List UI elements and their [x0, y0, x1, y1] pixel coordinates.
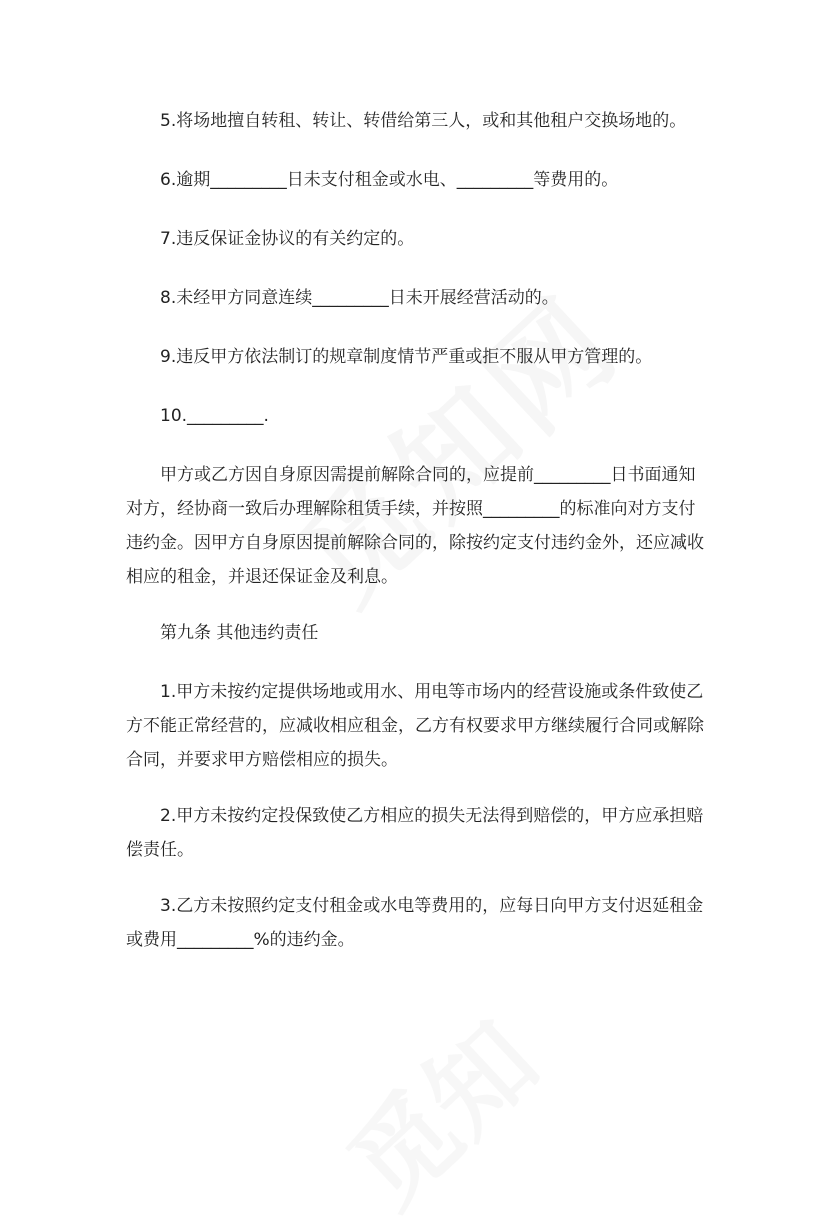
clause-5: 5.将场地擅自转租、转让、转借给第三人，或和其他租户交换场地的。 [160, 111, 687, 131]
clause-8: 8.未经甲方同意连续_________日未开展经营活动的。 [160, 288, 559, 308]
liability-clause-1: 1.甲方未按约定提供场地或用水、用电等市场内的经营设施或条件致使乙方不能正常经营的，应减收相应租金，乙方有权要求甲方继续履行合同或解除合同，并要求甲方赔偿相应的损失。 [126, 682, 704, 770]
clause-7: 7.违反保证金协议的有关约定的。 [160, 229, 415, 249]
clause-9: 9.违反甲方依法制订的规章制度情节严重或拒不服从甲方管理的。 [160, 347, 653, 367]
liability-clause-3: 3.乙方未按照约定支付租金或水电等费用的，应每日向甲方支付迟延租金或费用_________%的违约金。 [126, 896, 704, 950]
document-body [126, 104, 708, 957]
watermark-fragment [327, 951, 614, 1230]
clause-10: 10._________. [160, 406, 269, 426]
termination-paragraph: 甲方或乙方因自身原因需提前解除合同的，应提前_________日书面通知对方，经协商一致后办理解除租赁手续，并按照_________的标准向对方支付违约金。因甲方自身原因提前解除合同的，除按约定支付违约金外，还应减收相应的租金，并退还保证金及利息。 [126, 465, 704, 587]
liability-clause-2: 2.甲方未按约定投保致使乙方相应的损失无法得到赔偿的，甲方应承担赔偿责任。 [126, 806, 704, 860]
article-9-heading: 第九条 其他违约责任 [160, 623, 319, 643]
clause-6: 6.逾期_________日未支付租金或水电、_________等费用的。 [160, 170, 619, 190]
